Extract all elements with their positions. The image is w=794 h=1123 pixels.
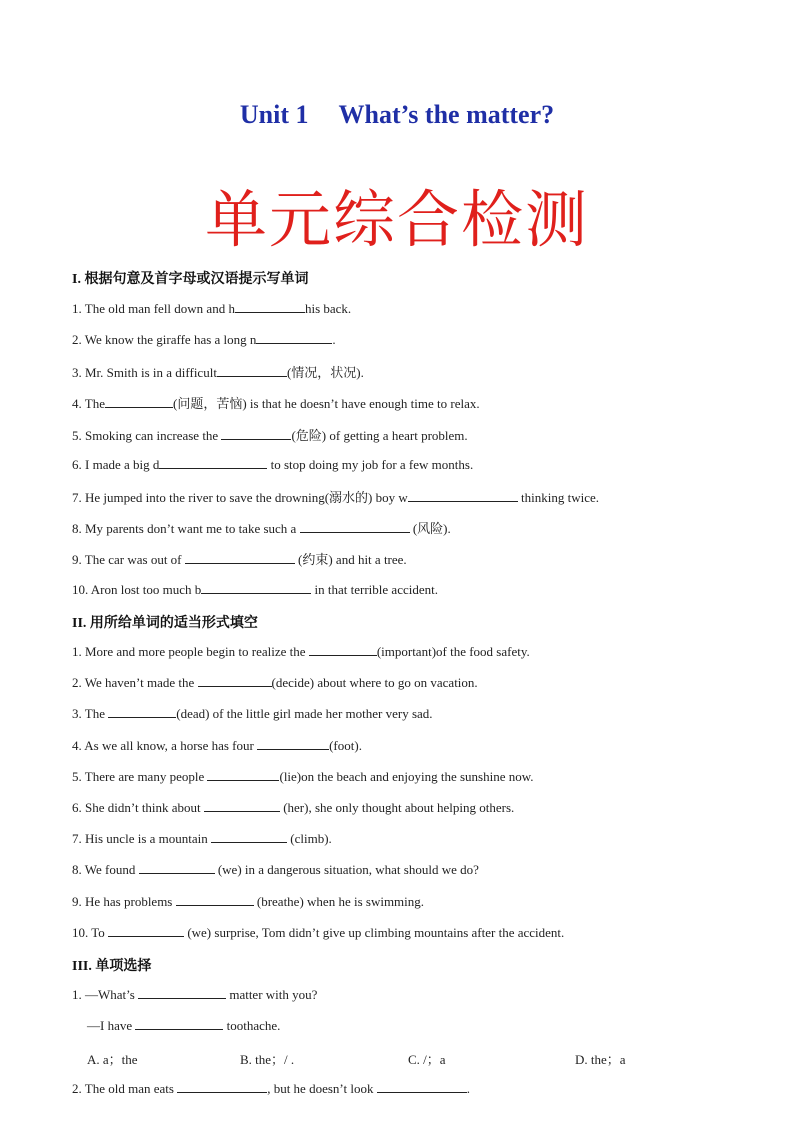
answer-blank[interactable] [235, 300, 305, 313]
answer-blank[interactable] [198, 674, 272, 687]
answer-blank[interactable] [211, 830, 287, 843]
s1-question-8: 8. My parents don’t want me to take such a (风险). [72, 521, 451, 536]
s2-question-6: 6. She didn’t think about (her), she only thought about helping others. [72, 800, 515, 815]
s2-question-2: 2. We haven’t made the (decide) about where to go on vacation. [72, 675, 478, 690]
unit-title [0, 100, 794, 130]
answer-blank[interactable] [185, 551, 295, 564]
s2-question-3: 3. The (dead) of the little girl made her mother very sad. [72, 706, 433, 721]
s3-question-2: 2. The old man eats , but he doesn’t look . [72, 1081, 470, 1096]
s1-question-9: 9. The car was out of (约束) and hit a tree. [72, 552, 407, 567]
answer-blank[interactable] [108, 705, 176, 718]
s1-question-5: 5. Smoking can increase the (危险) of getting a heart problem. [72, 428, 468, 443]
s1-question-3: 3. Mr. Smith is in a difficult (情况，状况). [72, 365, 364, 380]
s1-question-6: 6. I made a big d to stop doing my job for a few months. [72, 457, 474, 472]
s2-question-7: 7. His uncle is a mountain (climb). [72, 831, 332, 846]
banner-heading: 单元综合检测 [204, 183, 589, 256]
option-d[interactable]: D. the；a [575, 1052, 626, 1067]
answer-blank[interactable] [257, 737, 329, 750]
answer-blank[interactable] [207, 768, 279, 781]
answer-blank[interactable] [105, 395, 173, 408]
answer-blank[interactable] [139, 861, 215, 874]
answer-blank[interactable] [217, 364, 287, 377]
s3-question-1-line-2: —I have toothache. [87, 1018, 281, 1033]
answer-blank[interactable] [176, 893, 254, 906]
answer-blank[interactable] [135, 1017, 223, 1030]
section-1-heading: I. 根据句意及首字母或汉语提示写单词 [72, 272, 309, 287]
answer-blank[interactable] [377, 1080, 467, 1093]
answer-blank[interactable] [159, 456, 267, 469]
answer-blank[interactable] [204, 799, 280, 812]
option-a[interactable]: A. a；the [87, 1052, 138, 1067]
s1-question-7: 7. He jumped into the river to save the drowning(溺水的) boy w thinking twice. [72, 490, 600, 505]
section-3-heading: III. 单项选择 [72, 959, 152, 974]
unit-number: Unit 1 [239, 100, 309, 129]
answer-blank[interactable] [177, 1080, 267, 1093]
option-c[interactable]: C. /；a [408, 1052, 446, 1067]
s2-question-4: 4. As we all know, a horse has four (foot). [72, 738, 362, 753]
unit-topic: What’s the matter? [338, 100, 555, 129]
option-b[interactable]: B. the；/ . [240, 1052, 295, 1067]
section-2-heading: II. 用所给单词的适当形式填空 [72, 616, 258, 631]
answer-blank[interactable] [300, 520, 410, 533]
s1-question-4: 4. The (问题，苦恼) is that he doesn’t have enough time to relax. [72, 396, 480, 411]
answer-blank[interactable] [138, 986, 226, 999]
answer-blank[interactable] [221, 427, 291, 440]
answer-blank[interactable] [201, 581, 311, 594]
answer-blank[interactable] [256, 331, 332, 344]
s2-question-9: 9. He has problems (breathe) when he is swimming. [72, 894, 425, 909]
answer-blank[interactable] [108, 924, 184, 937]
s2-question-5: 5. There are many people (lie)on the beach and enjoying the sunshine now. [72, 769, 534, 784]
s1-question-2: 2. We know the giraffe has a long n . [72, 332, 336, 347]
answer-blank[interactable] [408, 489, 518, 502]
s2-question-10: 10. To (we) surprise, Tom didn’t give up climbing mountains after the accident. [72, 925, 565, 940]
s2-question-8: 8. We found (we) in a dangerous situation, what should we do? [72, 862, 479, 877]
answer-blank[interactable] [309, 643, 377, 656]
s1-question-1: 1. The old man fell down and h his back. [72, 301, 352, 316]
s1-question-10: 10. Aron lost too much b in that terrible accident. [72, 582, 438, 597]
s3-question-1-line-1: 1. —What’s matter with you? [72, 987, 318, 1002]
s2-question-1: 1. More and more people begin to realize the (important)of the food safety. [72, 644, 530, 659]
